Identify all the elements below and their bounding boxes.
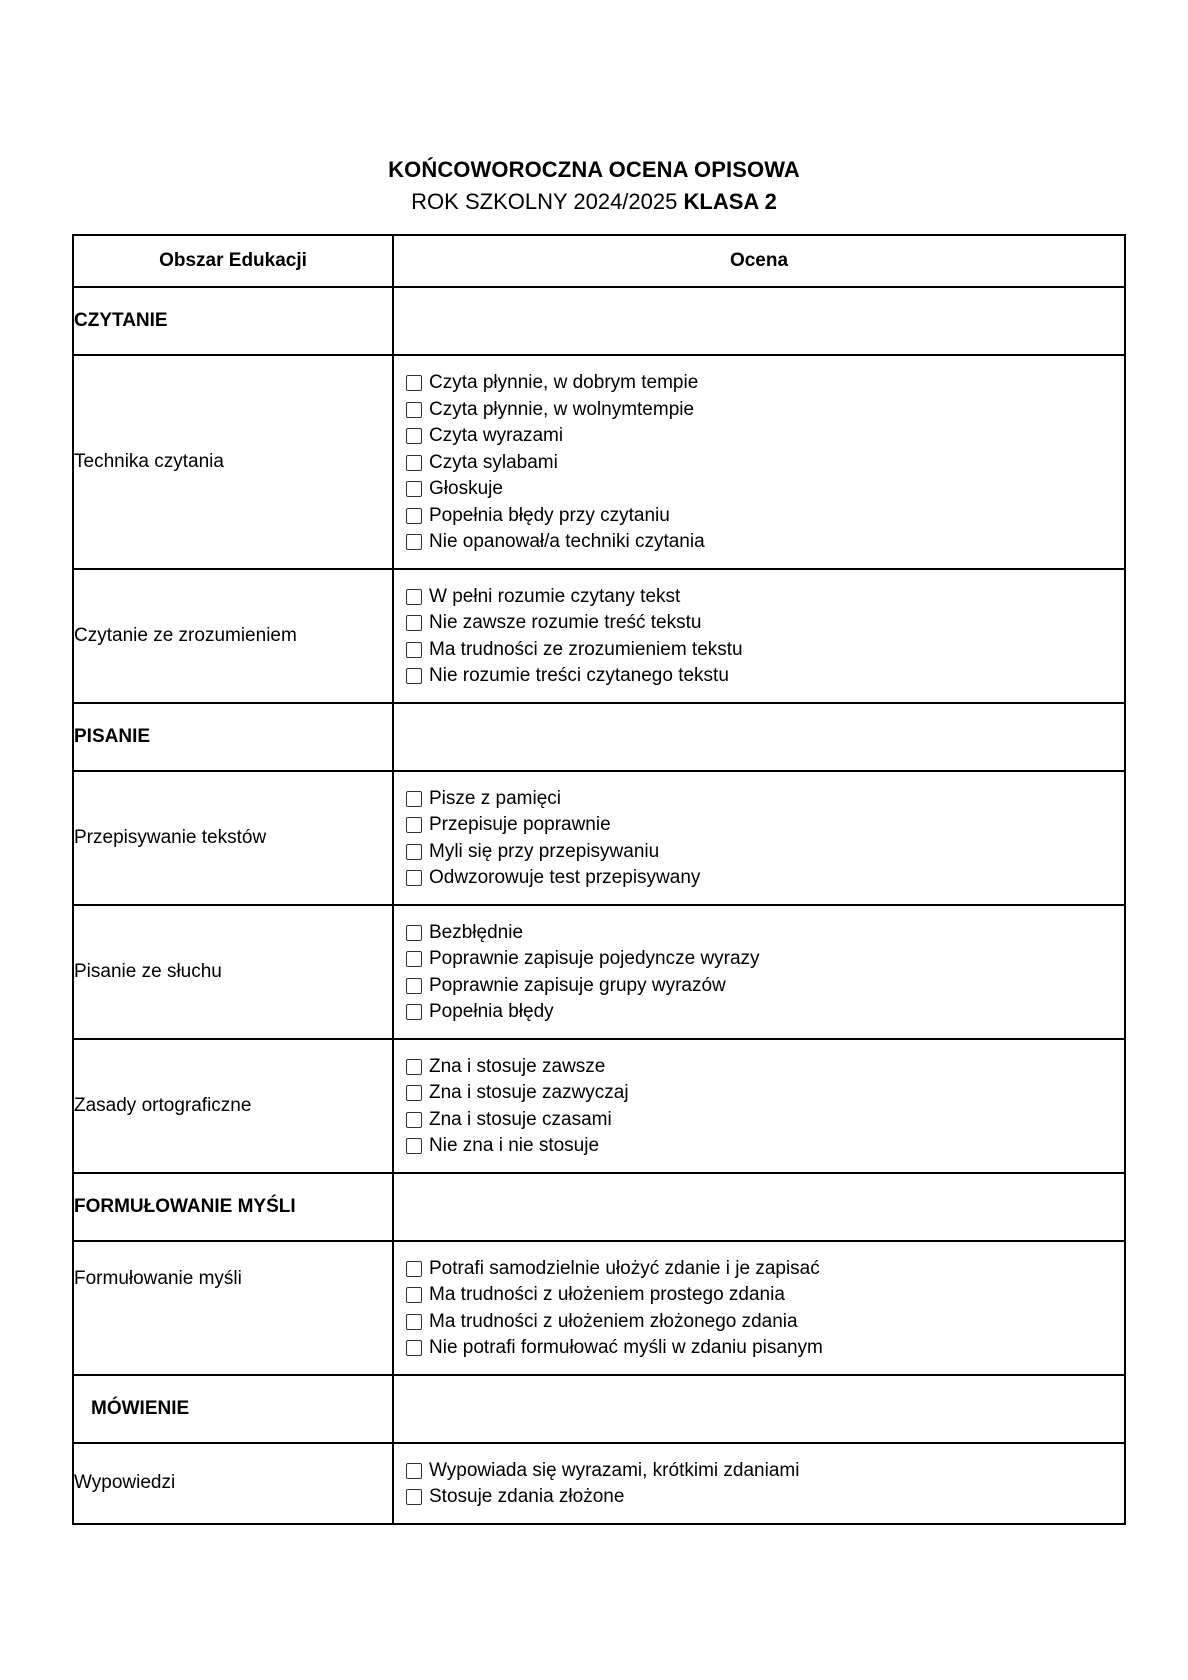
checkbox-icon[interactable]: [406, 1004, 422, 1020]
checkbox-icon[interactable]: [406, 1085, 422, 1101]
option-label: Poprawnie zapisuje pojedyncze wyrazy: [429, 948, 760, 969]
area-label: Pisanie ze słuchu: [73, 905, 393, 1039]
option-label: Stosuje zdania złożone: [429, 1486, 625, 1507]
option-label: Ma trudności z ułożeniem prostego zdania: [429, 1284, 785, 1305]
option-label: Zna i stosuje zazwyczaj: [429, 1082, 629, 1103]
checkbox-icon[interactable]: [406, 791, 422, 807]
class-label: KLASA 2: [683, 189, 777, 214]
checkbox-icon[interactable]: [406, 1112, 422, 1128]
area-label: Zasady ortograficzne: [73, 1039, 393, 1173]
checkbox-option[interactable]: [406, 1484, 1124, 1511]
option-label: Przepisuje poprawnie: [429, 814, 611, 835]
checkbox-option[interactable]: [406, 1133, 1124, 1160]
document-header: [0, 156, 1188, 217]
checkbox-option[interactable]: [406, 1107, 1124, 1134]
checkbox-icon[interactable]: [406, 428, 422, 444]
section-grade-cell: [393, 1375, 1125, 1443]
option-label: Ma trudności ze zrozumieniem tekstu: [429, 638, 743, 660]
checkbox-icon[interactable]: [406, 508, 422, 524]
column-header-grade: Ocena: [393, 235, 1125, 287]
table-row: [73, 1241, 1125, 1375]
grade-cell: [393, 905, 1125, 1039]
option-label: Odwzorowuje test przepisywany: [429, 867, 701, 888]
checkbox-option[interactable]: [406, 584, 1124, 611]
checkbox-option[interactable]: [406, 946, 1124, 973]
checkbox-icon[interactable]: [406, 1287, 422, 1303]
option-label: W pełni rozumie czytany tekst: [429, 585, 681, 607]
grade-cell: [393, 1443, 1125, 1524]
grade-cell: [393, 355, 1125, 569]
section-grade-cell: [393, 703, 1125, 771]
checkbox-icon[interactable]: [406, 375, 422, 391]
checkbox-option[interactable]: [406, 1282, 1124, 1309]
checkbox-icon[interactable]: [406, 1314, 422, 1330]
table-row: [73, 569, 1125, 703]
section-label: PISANIE: [73, 703, 393, 771]
checkbox-option[interactable]: [406, 1080, 1124, 1107]
option-label: Zna i stosuje czasami: [429, 1108, 612, 1130]
checkbox-option[interactable]: [406, 529, 1124, 556]
checkbox-option[interactable]: [406, 920, 1124, 947]
checkbox-icon[interactable]: [406, 1340, 422, 1356]
checkbox-icon[interactable]: [406, 817, 422, 833]
option-label: Bezbłędnie: [429, 921, 524, 943]
checkbox-icon[interactable]: [406, 1489, 422, 1505]
checkbox-option[interactable]: [406, 450, 1124, 477]
option-label: Popełnia błędy przy czytaniu: [429, 504, 670, 526]
area-label: Technika czytania: [73, 355, 393, 569]
grade-cell: [393, 771, 1125, 905]
checkbox-option[interactable]: [406, 476, 1124, 503]
option-label: Potrafi samodzielnie ułożyć zdanie i je zapisać: [429, 1257, 820, 1279]
option-label: Ma trudności z ułożeniem złożonego zdania: [429, 1310, 798, 1332]
checkbox-option[interactable]: [406, 637, 1124, 664]
checkbox-icon[interactable]: [406, 1261, 422, 1277]
table-row: [73, 1039, 1125, 1173]
checkbox-option[interactable]: [406, 839, 1124, 866]
checkbox-icon[interactable]: [406, 455, 422, 471]
checkbox-icon[interactable]: [406, 642, 422, 658]
section-grade-cell: [393, 1173, 1125, 1241]
section-label: CZYTANIE: [73, 287, 393, 355]
option-label: Zna i stosuje zawsze: [429, 1055, 606, 1077]
checkbox-option[interactable]: [406, 610, 1124, 637]
checkbox-option[interactable]: [406, 423, 1124, 450]
option-label: Czyta płynnie, w dobrym tempie: [429, 372, 699, 393]
school-year: ROK SZKOLNY 2024/2025: [411, 189, 678, 214]
checkbox-icon[interactable]: [406, 1463, 422, 1479]
checkbox-icon[interactable]: [406, 844, 422, 860]
checkbox-option[interactable]: [406, 663, 1124, 690]
option-list: [394, 772, 1124, 904]
area-label: Formułowanie myśli: [73, 1241, 393, 1375]
option-label: Wypowiada się wyrazami, krótkimi zdaniami: [429, 1459, 800, 1481]
section-row-mowienie: [73, 1375, 1125, 1443]
checkbox-option[interactable]: [406, 1054, 1124, 1081]
section-label: FORMUŁOWANIE MYŚLI: [73, 1173, 393, 1241]
column-header-area: Obszar Edukacji: [73, 235, 393, 287]
option-label: Poprawnie zapisuje grupy wyrazów: [429, 974, 726, 996]
option-label: Nie zawsze rozumie treść tekstu: [429, 612, 702, 633]
table-row: [73, 1443, 1125, 1524]
section-row-czytanie: [73, 287, 1125, 355]
checkbox-option[interactable]: [406, 1335, 1124, 1362]
checkbox-icon[interactable]: [406, 402, 422, 418]
option-label: Czyta wyrazami: [429, 425, 564, 446]
checkbox-option[interactable]: [406, 999, 1124, 1026]
checkbox-option[interactable]: [406, 397, 1124, 424]
option-label: Pisze z pamięci: [429, 787, 561, 809]
option-label: Czyta sylabami: [429, 451, 558, 473]
checkbox-icon[interactable]: [406, 1059, 422, 1075]
section-row-formulowanie: [73, 1173, 1125, 1241]
checkbox-option[interactable]: [406, 1256, 1124, 1283]
grade-cell: [393, 569, 1125, 703]
checkbox-icon[interactable]: [406, 870, 422, 886]
checkbox-icon[interactable]: [406, 1138, 422, 1154]
checkbox-icon[interactable]: [406, 668, 422, 684]
option-list: [394, 1242, 1124, 1374]
area-label: Wypowiedzi: [73, 1443, 393, 1524]
checkbox-option[interactable]: [406, 973, 1124, 1000]
option-list: [394, 1444, 1124, 1523]
option-list: [394, 1040, 1124, 1172]
checkbox-icon[interactable]: [406, 481, 422, 497]
option-label: Nie potrafi formułować myśli w zdaniu pisanym: [429, 1337, 823, 1358]
grade-cell: [393, 1039, 1125, 1173]
checkbox-icon[interactable]: [406, 951, 422, 967]
checkbox-option[interactable]: [406, 812, 1124, 839]
table-row: [73, 771, 1125, 905]
option-label: Nie zna i nie stosuje: [429, 1135, 600, 1156]
table-header-row: [73, 235, 1125, 287]
option-list: [394, 906, 1124, 1038]
checkbox-icon[interactable]: [406, 615, 422, 631]
area-label: Przepisywanie tekstów: [73, 771, 393, 905]
checkbox-option[interactable]: [406, 786, 1124, 813]
option-label: Popełnia błędy: [429, 1001, 554, 1022]
checkbox-option[interactable]: [406, 1458, 1124, 1485]
checkbox-icon[interactable]: [406, 589, 422, 605]
document-title: KOŃCOWOROCZNA OCENA OPISOWA: [388, 157, 800, 182]
option-label: Czyta płynnie, w wolnymtempie: [429, 398, 695, 420]
option-list: [394, 570, 1124, 702]
evaluation-table: [72, 234, 1126, 1525]
option-list: [394, 356, 1124, 568]
grade-cell: [393, 1241, 1125, 1375]
checkbox-option[interactable]: [406, 503, 1124, 530]
document-subtitle: [0, 187, 1188, 217]
option-label: Nie rozumie treści czytanego tekstu: [429, 665, 729, 686]
table-row: [73, 905, 1125, 1039]
option-label: Nie opanował/a techniki czytania: [429, 531, 705, 552]
section-row-pisanie: [73, 703, 1125, 771]
table-row: [73, 355, 1125, 569]
option-label: Myli się przy przepisywaniu: [429, 840, 660, 862]
section-label: MÓWIENIE: [73, 1375, 393, 1443]
option-label: Głoskuje: [429, 478, 503, 499]
checkbox-option[interactable]: [406, 865, 1124, 892]
area-label: Czytanie ze zrozumieniem: [73, 569, 393, 703]
checkbox-option[interactable]: [406, 370, 1124, 397]
section-grade-cell: [393, 287, 1125, 355]
checkbox-icon[interactable]: [406, 534, 422, 550]
checkbox-icon[interactable]: [406, 978, 422, 994]
checkbox-option[interactable]: [406, 1309, 1124, 1336]
checkbox-icon[interactable]: [406, 925, 422, 941]
